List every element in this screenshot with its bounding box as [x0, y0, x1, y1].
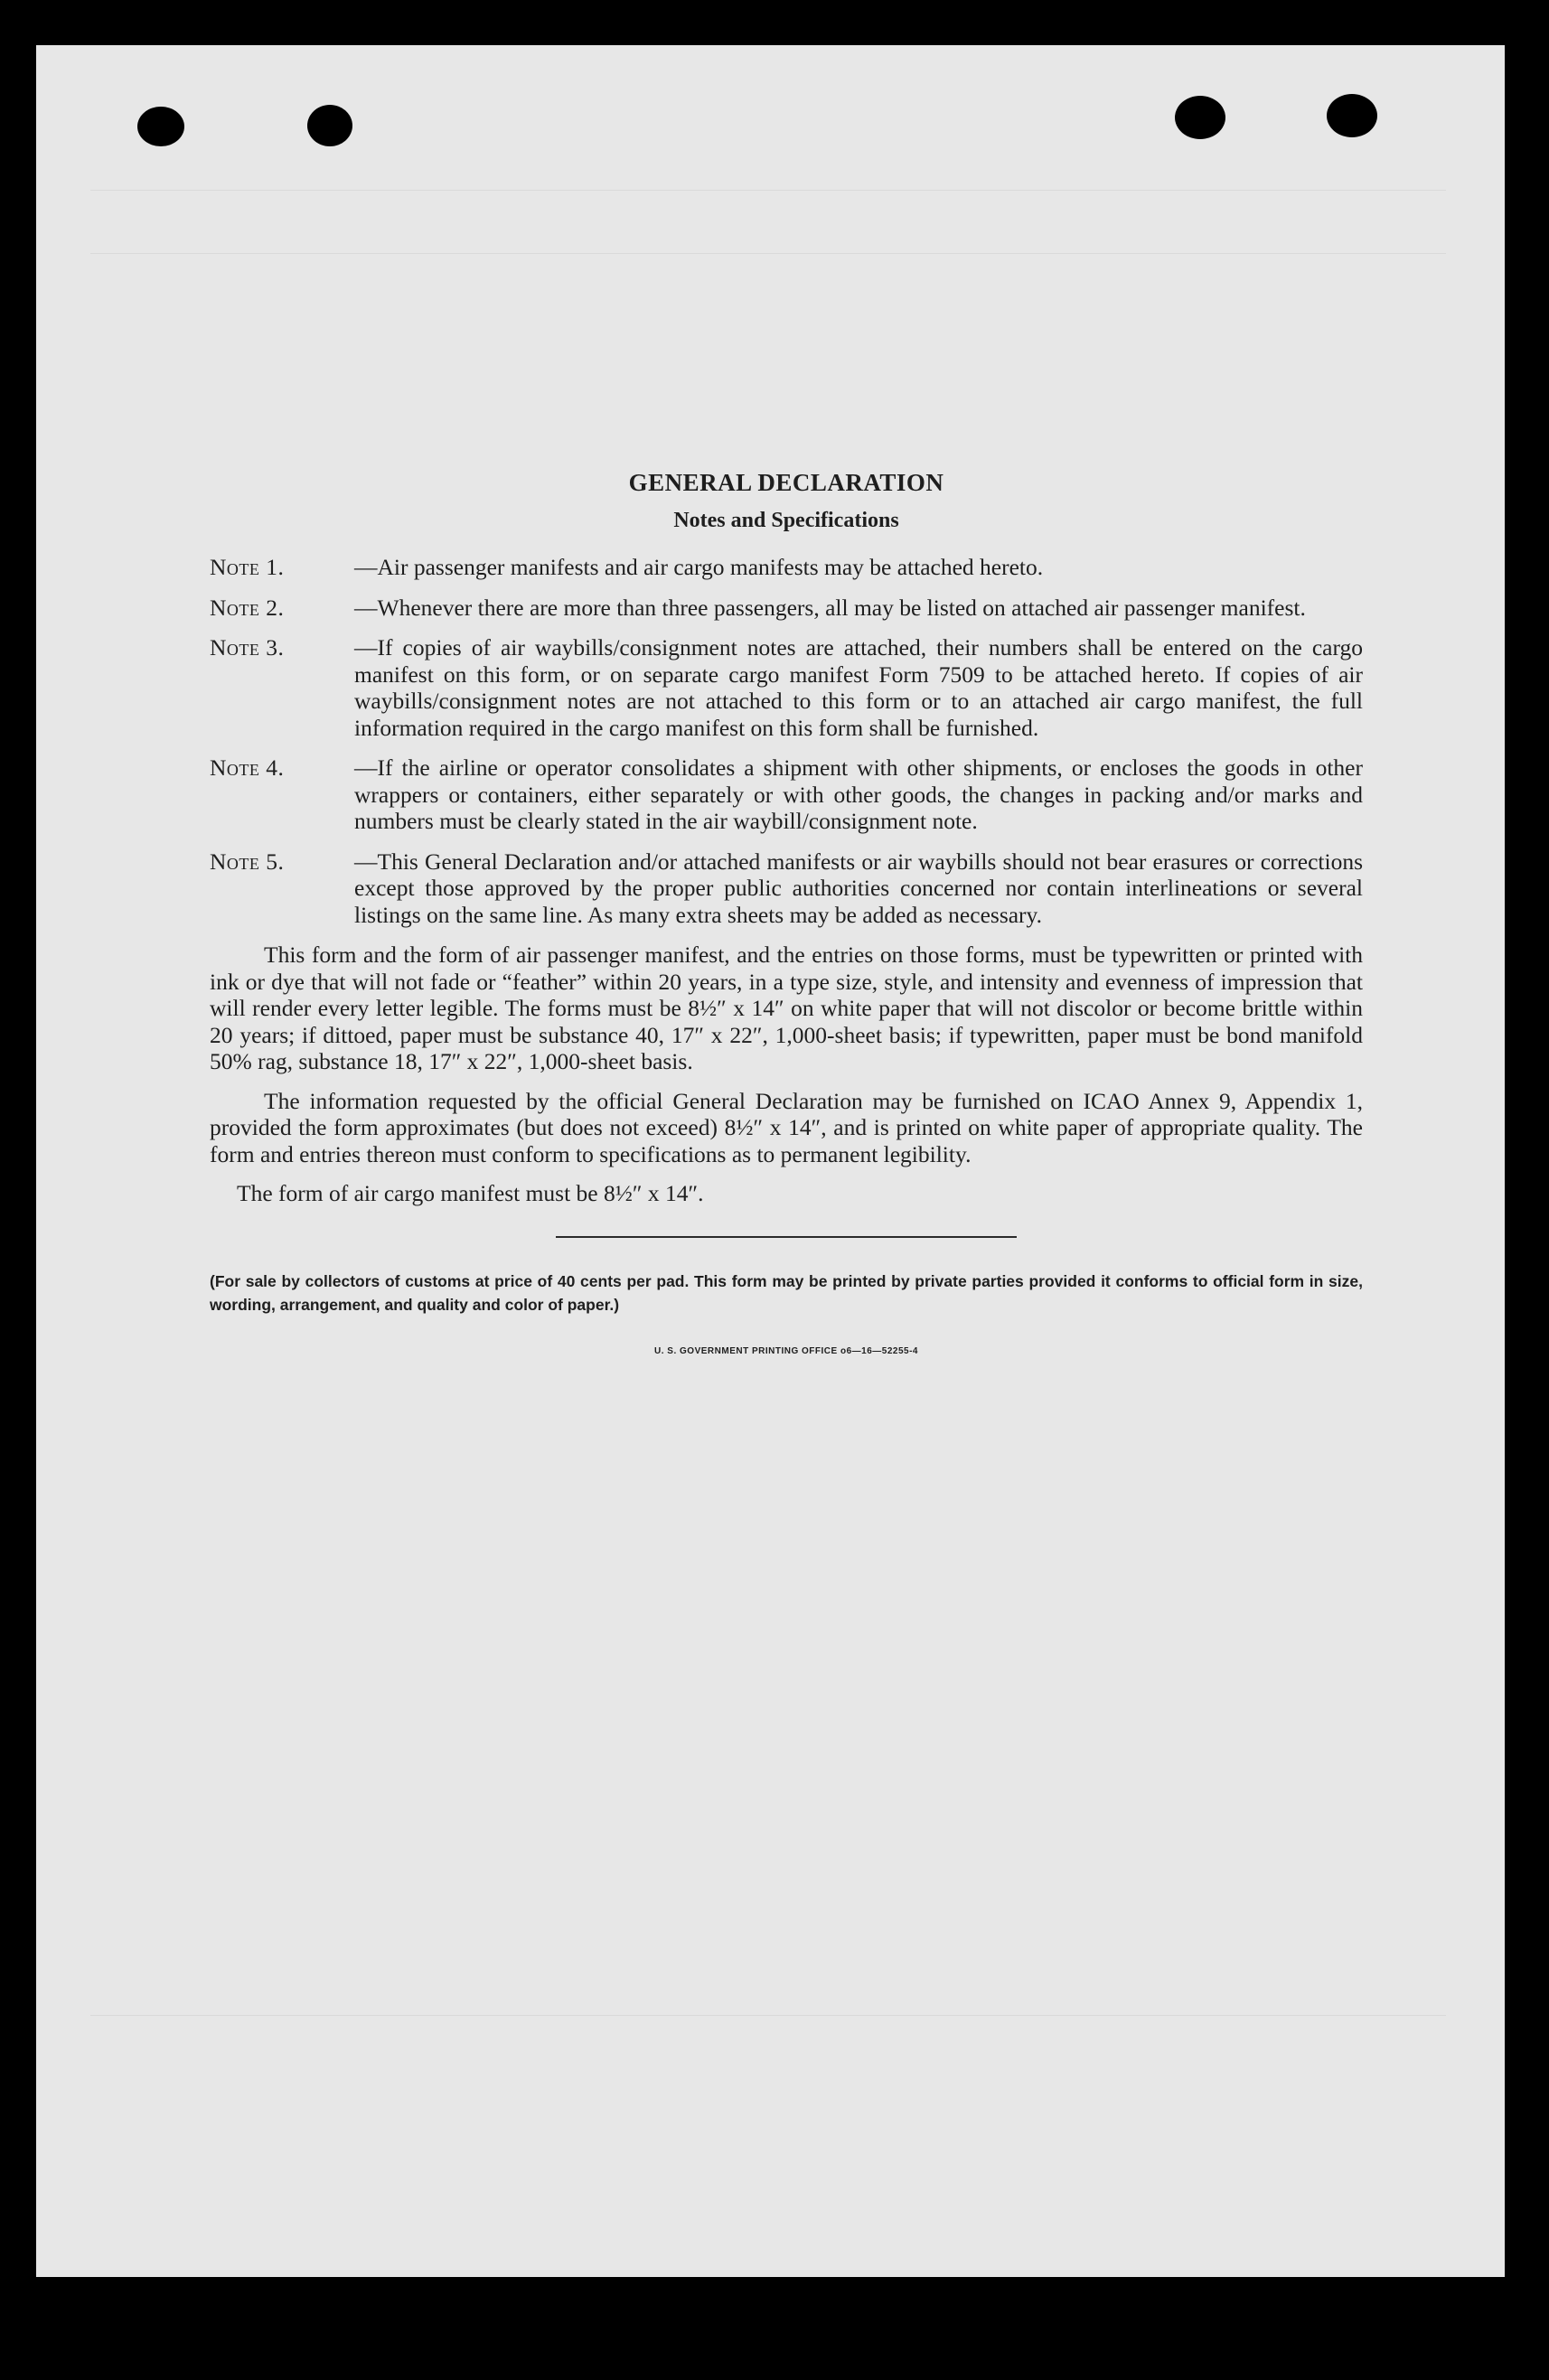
note-label: Note 1.: [210, 554, 285, 580]
document-title: GENERAL DECLARATION: [628, 469, 944, 496]
paragraph-icao-annex: The information requested by the official General Declaration may be furnished on ICAO Annex 9, Appendix 1, provided the form approximates (but does not exceed) 8½″ x 14″, and is printed on white paper of appropriate quality. The form and entries thereon must conform to specifications as to permanent legibility.: [210, 1087, 1363, 1167]
note-2: [210, 595, 1363, 622]
note-text: —Whenever there are more than three passengers, all may be listed on attached air passenger manifest.: [354, 594, 1306, 621]
note-1: [210, 554, 1363, 581]
note-label: Note 5.: [210, 848, 285, 875]
note-text: —Air passenger manifests and air cargo manifests may be attached hereto.: [354, 554, 1044, 580]
horizontal-rule: [556, 1236, 1017, 1238]
document-subtitle: Notes and Specifications: [673, 508, 899, 532]
note-5: [210, 848, 1363, 929]
note-3: [210, 634, 1363, 741]
show-through-line: [90, 2015, 1446, 2016]
note-label: Note 3.: [210, 634, 285, 661]
punch-hole: [1327, 94, 1377, 137]
document-page: [36, 45, 1505, 2277]
punch-hole: [307, 105, 352, 146]
note-text: —If the airline or operator consolidates a shipment with other shipments, or encloses the goods in other wrappers or containers, either separately or with other goods, the changes in packing and/or marks and numbers must be clearly stated in the air waybill/consignment note.: [354, 754, 1363, 834]
note-label: Note 4.: [210, 754, 285, 781]
declaration-notes: [210, 470, 1363, 1364]
note-4: [210, 754, 1363, 835]
paragraph-cargo-manifest-size: The form of air cargo manifest must be 8½″ x 14″.: [237, 1180, 704, 1206]
note-label: Note 2.: [210, 594, 285, 621]
note-text: —If copies of air waybills/consignment notes are attached, their numbers shall be entered on the cargo manifest on this form, or on separate cargo manifest Form 7509 to be attached hereto. If copies of air waybills/consignment notes are not attached to this form or to an attached air cargo manifest, the full information required in the cargo manifest on this form shall be furnished.: [354, 634, 1363, 741]
show-through-line: [90, 190, 1446, 191]
show-through-line: [90, 253, 1446, 254]
paragraph-form-requirements: This form and the form of air passenger manifest, and the entries on those forms, must be typewritten or printed with ink or dye that will not fade or “feather” within 20 years, in a type size, style, and intensity and evenness of impression that will render every letter legible. The forms must be 8½″ x 14″ on white paper that will not discolor or become brittle within 20 years; if dittoed, paper must be substance 40, 17″ x 22″, 1,000-sheet basis; if typewritten, paper must be bond manifold 50% rag, substance 18, 17″ x 22″, 1,000-sheet basis.: [210, 942, 1363, 1074]
printing-office-imprint: U. S. GOVERNMENT PRINTING OFFICE o6—16—52255-4: [654, 1345, 918, 1356]
punch-hole: [1175, 96, 1225, 139]
note-text: —This General Declaration and/or attached manifests or air waybills should not bear erasures or corrections except those approved by the proper public authorities concerned nor contain interlineations or several listings on the same line. As many extra sheets may be added as necessary.: [354, 848, 1363, 928]
punch-hole: [137, 107, 184, 146]
sale-notice: (For sale by collectors of customs at price of 40 cents per pad. This form may be printed by private parties provided it conforms to official form in size, wording, arrangement, and quality and color of paper.): [210, 1271, 1363, 1314]
